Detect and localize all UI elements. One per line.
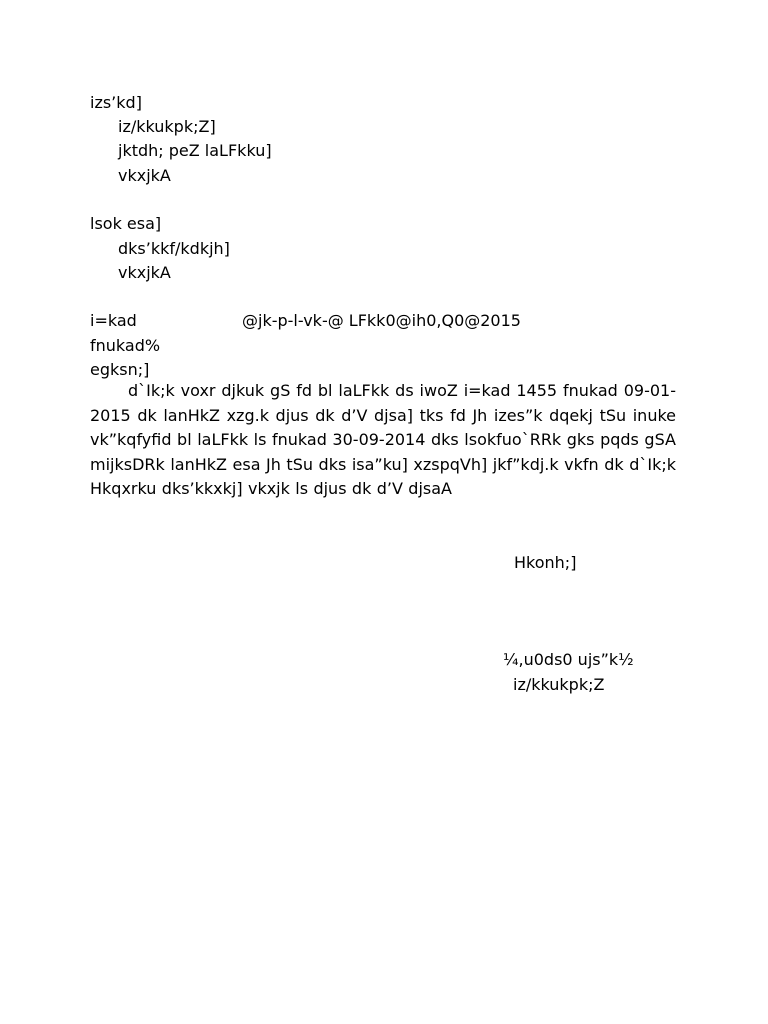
date-label: fnukad%	[90, 336, 161, 355]
sender-heading: izs’kd]	[90, 93, 142, 112]
closing: Hkonh;]	[514, 553, 577, 572]
recipient-line-2: vkxjkA	[118, 263, 171, 282]
salutation: egksn;]	[90, 360, 150, 379]
recipient-heading: lsok esa]	[90, 214, 162, 233]
sender-line-1: iz/kkukpk;Z]	[118, 117, 216, 136]
sender-line-3: vkxjkA	[118, 166, 171, 185]
sender-line-2: jktdh; peZ laLFkku]	[118, 141, 272, 160]
reference-label: i=kad	[90, 311, 137, 330]
reference-number: @jk-p-l-vk-@ LFkk0@ih0,Q0@2015	[242, 311, 521, 330]
recipient-line-1: dks’kkf/kdkjh]	[118, 239, 230, 258]
signatory-name: ¼,u0ds0 ujs”k½	[503, 650, 634, 669]
signatory-designation: iz/kkukpk;Z	[513, 675, 605, 694]
letter-body: d`Ik;k voxr djkuk gS fd bl laLFkk ds iwoZ i=kad 1455 fnukad 09-01-2015 dk lanHkZ xzg.k djus dk d’V djsa] tks fd Jh izes”k dqekj tSu inuke vk”kqfyfid bl laLFkk ls fnukad 30-09-2014 dks lsokfuo`RRk gks pqds gSA mijksDRk lanHkZ esa Jh tSu dks isa”ku] xzspqVh] jkf”kdj.k vkfn dk d`Ik;k Hkqxrku dks’kkxkj] vkxjk ls djus dk d’V djsaA	[90, 381, 676, 498]
